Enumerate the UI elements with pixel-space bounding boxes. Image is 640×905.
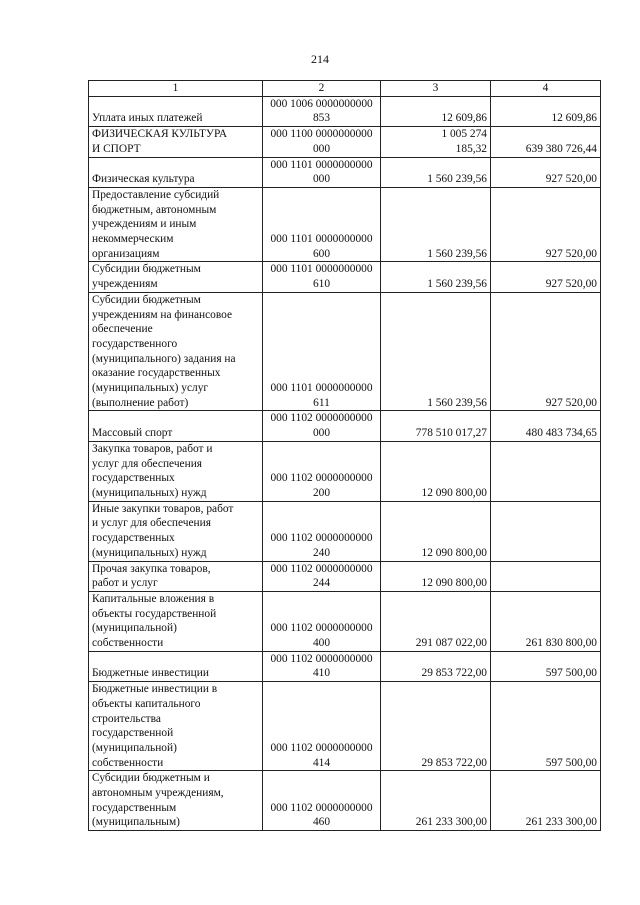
- item-name-line: (муниципальных) нужд: [92, 546, 207, 559]
- budget-code-cell: [263, 411, 381, 441]
- budget-code-line: 460: [312, 816, 331, 829]
- item-name-line: обеспечение: [92, 323, 153, 336]
- amount-col3-line: 12 090 800,00: [421, 486, 487, 499]
- item-name-line: (муниципальным): [92, 816, 180, 829]
- amount-col4-line: 597 500,00: [545, 667, 597, 680]
- item-name-line: (муниципальной): [92, 741, 177, 754]
- amount-col4-line: 639 380 726,44: [525, 142, 597, 155]
- budget-code-line: 000: [312, 173, 331, 186]
- amount-col4-line: 12 609,86: [551, 112, 597, 125]
- budget-code-cell: [263, 96, 381, 126]
- item-name-line: (муниципального) задания на: [92, 352, 236, 365]
- table-row: [89, 561, 601, 591]
- item-name-line: объекты капитального: [92, 697, 201, 710]
- amount-col4-line: 480 483 734,65: [525, 427, 597, 440]
- item-name-line: государственных: [92, 472, 175, 485]
- amount-col4-cell: [491, 187, 601, 262]
- amount-col4-line: 927 520,00: [545, 278, 597, 291]
- item-name-line: Субсидии бюджетным: [92, 293, 201, 306]
- item-name-line: некоммерческим: [92, 233, 174, 246]
- budget-code-cell: [263, 187, 381, 262]
- amount-col3-cell: [381, 127, 491, 157]
- table-row: [89, 127, 601, 157]
- item-name-cell: [89, 561, 263, 591]
- budget-code-line: 000 1102 0000000000: [270, 622, 373, 635]
- budget-code-cell: [263, 127, 381, 157]
- amount-col3-cell: [381, 187, 491, 262]
- item-name-line: Прочая закупка товаров,: [92, 562, 211, 575]
- amount-col4-cell: [491, 561, 601, 591]
- item-name-line: собственности: [92, 637, 164, 650]
- table-row: [89, 501, 601, 561]
- amount-col3-line: 12 090 800,00: [421, 546, 487, 559]
- budget-code-cell: [263, 561, 381, 591]
- item-name-line: учреждениям на финансовое: [92, 308, 233, 321]
- item-name-line: Субсидии бюджетным и: [92, 772, 210, 785]
- table-row: [89, 682, 601, 771]
- item-name-cell: [89, 292, 263, 411]
- item-name-line: Закупка товаров, работ и: [92, 442, 213, 455]
- budget-code-line: 000 1006 0000000000: [270, 97, 373, 110]
- budget-code-cell: [263, 292, 381, 411]
- budget-code-line: 000 1102 0000000000: [270, 652, 373, 665]
- amount-col3-line: 12 090 800,00: [421, 577, 487, 590]
- item-name-cell: [89, 651, 263, 681]
- item-name-line: Бюджетные инвестиции в: [92, 683, 218, 696]
- budget-code-line: 000 1102 0000000000: [270, 801, 373, 814]
- item-name-line: государственной: [92, 727, 174, 740]
- amount-col4-cell: [491, 651, 601, 681]
- page-number: 214: [311, 52, 329, 66]
- amount-col3-cell: [381, 96, 491, 126]
- budget-code-cell: [263, 651, 381, 681]
- amount-col3-cell: [381, 441, 491, 501]
- item-name-line: Предоставление субсидий: [92, 188, 220, 201]
- budget-code-line: 000 1101 0000000000: [270, 263, 373, 276]
- item-name-cell: [89, 127, 263, 157]
- budget-code-line: 240: [312, 546, 331, 559]
- amount-col4-cell: [491, 682, 601, 771]
- item-name-line: Субсидии бюджетным: [92, 263, 201, 276]
- budget-code-line: 000 1102 0000000000: [270, 412, 373, 425]
- budget-code-line: 410: [312, 667, 331, 680]
- item-name-line: и услуг для обеспечения: [92, 517, 211, 530]
- budget-code-line: 000 1102 0000000000: [270, 741, 373, 754]
- amount-col3-cell: [381, 561, 491, 591]
- item-name-line: бюджетным, автономным: [92, 203, 217, 216]
- table-row: [89, 441, 601, 501]
- item-name-cell: [89, 441, 263, 501]
- budget-code-line: 414: [312, 756, 331, 769]
- table-header-row: [89, 81, 601, 97]
- item-name-line: услуг для обеспечения: [92, 457, 203, 470]
- budget-code-line: 244: [312, 577, 331, 590]
- item-name-line: работ и услуг: [92, 577, 158, 590]
- amount-col4-cell: [491, 441, 601, 501]
- budget-code-cell: [263, 682, 381, 771]
- table-row: [89, 411, 601, 441]
- amount-col4-line: 597 500,00: [545, 756, 597, 769]
- table-row: [89, 651, 601, 681]
- amount-col4-cell: [491, 127, 601, 157]
- budget-code-cell: [263, 157, 381, 187]
- table-row: [89, 187, 601, 262]
- item-name-cell: [89, 262, 263, 292]
- budget-code-line: 610: [312, 278, 331, 291]
- item-name-line: (муниципальных) услуг: [92, 382, 209, 395]
- item-name-line: собственности: [92, 756, 164, 769]
- table-row: [89, 262, 601, 292]
- amount-col3-cell: [381, 262, 491, 292]
- amount-col3-cell: [381, 651, 491, 681]
- item-name-cell: [89, 187, 263, 262]
- item-name-line: объекты государственной: [92, 607, 217, 620]
- table-row: [89, 96, 601, 126]
- amount-col3-line: 1 560 239,56: [427, 173, 487, 186]
- budget-code-line: 000 1101 0000000000: [270, 382, 373, 395]
- amount-col3-line: 12 609,86: [441, 112, 487, 125]
- budget-code-line: 400: [312, 637, 331, 650]
- budget-code-line: 000 1102 0000000000: [270, 532, 373, 545]
- budget-code-line: 000 1101 0000000000: [270, 233, 373, 246]
- item-name-line: Иные закупки товаров, работ: [92, 502, 234, 515]
- item-name-cell: [89, 771, 263, 831]
- amount-col4-line: 927 520,00: [545, 396, 597, 409]
- item-name-line: строительства: [92, 712, 161, 725]
- header-cell-2: 2: [263, 81, 381, 97]
- amount-col3-cell: [381, 157, 491, 187]
- amount-col4-line: 261 830 800,00: [525, 637, 597, 650]
- item-name-line: учреждениям и иным: [92, 218, 197, 231]
- item-name-line: государственных: [92, 532, 175, 545]
- item-name-line: Капитальные вложения в: [92, 592, 215, 605]
- budget-code-line: 000 1102 0000000000: [270, 562, 373, 575]
- table-row: [89, 591, 601, 651]
- budget-code-cell: [263, 441, 381, 501]
- amount-col3-line: 1 560 239,56: [427, 247, 487, 260]
- item-name-line: Бюджетные инвестиции: [92, 667, 209, 680]
- amount-col4-line: 261 233 300,00: [525, 816, 597, 829]
- amount-col4-cell: [491, 157, 601, 187]
- amount-col4-cell: [491, 591, 601, 651]
- header-cell-4: 4: [491, 81, 601, 97]
- item-name-line: И СПОРТ: [92, 142, 141, 155]
- item-name-line: (муниципальных) нужд: [92, 486, 207, 499]
- amount-col3-line: 29 853 722,00: [421, 667, 487, 680]
- item-name-line: (муниципальной): [92, 622, 177, 635]
- amount-col3-line: 185,32: [455, 142, 487, 155]
- budget-code-cell: [263, 771, 381, 831]
- table-row: [89, 157, 601, 187]
- amount-col4-line: 927 520,00: [545, 247, 597, 260]
- header-cell-1: 1: [89, 81, 263, 97]
- budget-code-line: 600: [312, 247, 331, 260]
- budget-code-line: 000: [312, 427, 331, 440]
- amount-col4-line: 927 520,00: [545, 173, 597, 186]
- item-name-cell: [89, 591, 263, 651]
- amount-col4-cell: [491, 292, 601, 411]
- amount-col3-line: 261 233 300,00: [415, 816, 487, 829]
- amount-col3-cell: [381, 682, 491, 771]
- amount-col3-cell: [381, 501, 491, 561]
- amount-col4-cell: [491, 96, 601, 126]
- budget-code-line: 853: [312, 112, 331, 125]
- amount-col3-line: 1 560 239,56: [427, 278, 487, 291]
- budget-code-line: 000: [312, 142, 331, 155]
- budget-code-line: 000 1100 0000000000: [270, 128, 373, 141]
- item-name-line: оказание государственных: [92, 367, 221, 380]
- item-name-line: Физическая культура: [92, 173, 195, 186]
- item-name-line: автономным учреждениям,: [92, 787, 224, 800]
- item-name-line: организациям: [92, 247, 160, 260]
- item-name-cell: [89, 411, 263, 441]
- budget-table: [88, 80, 601, 831]
- amount-col3-line: 291 087 022,00: [415, 637, 487, 650]
- budget-code-cell: [263, 501, 381, 561]
- amount-col3-cell: [381, 411, 491, 441]
- amount-col3-line: 1 560 239,56: [427, 396, 487, 409]
- amount-col4-cell: [491, 411, 601, 441]
- header-cell-3: 3: [381, 81, 491, 97]
- item-name-line: государственного: [92, 337, 178, 350]
- budget-code-line: 200: [312, 486, 331, 499]
- item-name-line: ФИЗИЧЕСКАЯ КУЛЬТУРА: [92, 128, 228, 141]
- item-name-cell: [89, 501, 263, 561]
- budget-code-line: 000 1101 0000000000: [270, 158, 373, 171]
- budget-code-line: 000 1102 0000000000: [270, 472, 373, 485]
- item-name-cell: [89, 96, 263, 126]
- budget-code-cell: [263, 591, 381, 651]
- amount-col3-cell: [381, 771, 491, 831]
- table-row: [89, 292, 601, 411]
- amount-col3-line: 29 853 722,00: [421, 756, 487, 769]
- item-name-line: Уплата иных платежей: [92, 112, 203, 125]
- amount-col3-line: 1 005 274: [441, 128, 487, 141]
- budget-code-line: 611: [313, 396, 330, 409]
- amount-col3-cell: [381, 591, 491, 651]
- item-name-line: учреждениям: [92, 278, 158, 291]
- table-row: [89, 771, 601, 831]
- item-name-cell: [89, 157, 263, 187]
- amount-col3-cell: [381, 292, 491, 411]
- budget-code-cell: [263, 262, 381, 292]
- item-name-cell: [89, 682, 263, 771]
- amount-col4-cell: [491, 262, 601, 292]
- budget-table-body: [89, 81, 601, 831]
- item-name-line: Массовый спорт: [92, 427, 173, 440]
- item-name-line: (выполнение работ): [92, 396, 189, 409]
- amount-col4-cell: [491, 771, 601, 831]
- item-name-line: государственным: [92, 801, 177, 814]
- amount-col4-cell: [491, 501, 601, 561]
- amount-col3-line: 778 510 017,27: [415, 427, 487, 440]
